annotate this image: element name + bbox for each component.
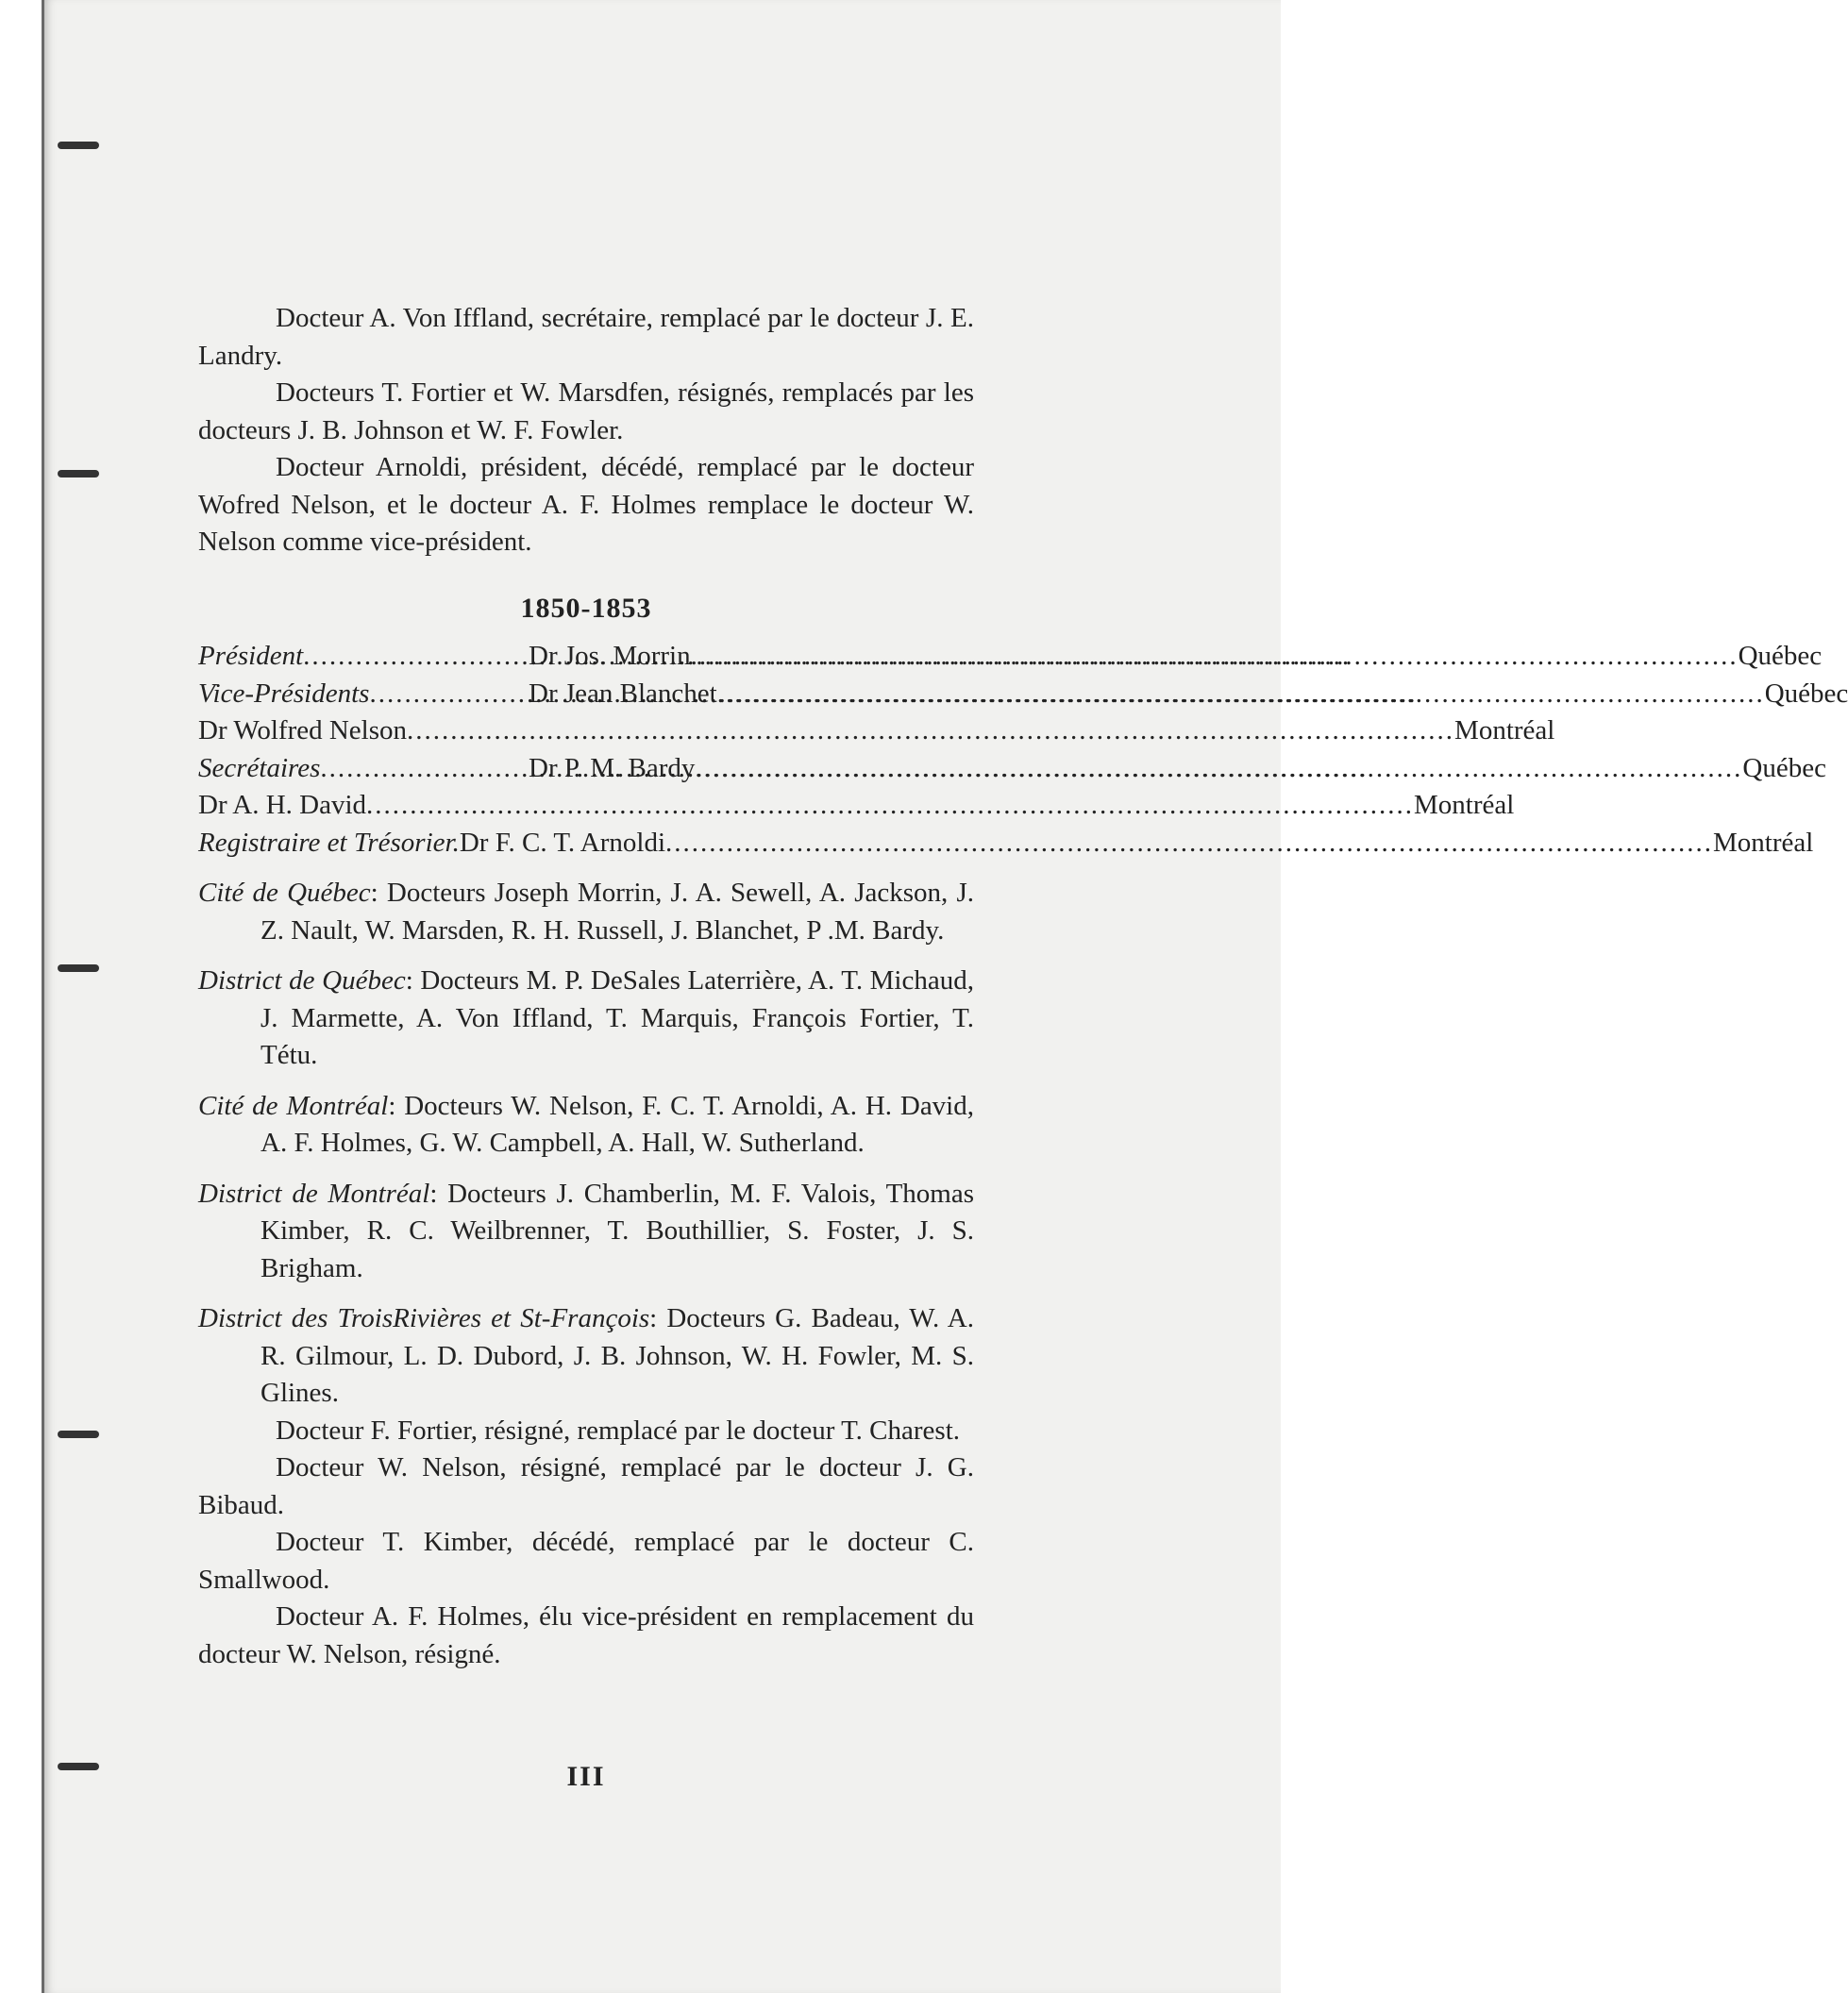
- officer-city: Québec: [1738, 641, 1823, 671]
- officer-name: Dr Jos. Morrin: [529, 641, 691, 671]
- officer-row: [198, 638, 1823, 676]
- region-entry: [198, 1088, 974, 1163]
- officer-row: [198, 787, 1515, 825]
- officers-list: [198, 638, 1848, 862]
- regions-list: [198, 875, 974, 1413]
- binding-mark: [58, 470, 99, 477]
- region-label: Cité de Québec: [198, 878, 371, 908]
- officer-city: Québec: [1742, 752, 1826, 783]
- officer-city: Québec: [1764, 678, 1848, 709]
- officer-row: [198, 825, 1814, 863]
- paragraph: Docteurs T. Fortier et W. Marsdfen, résignés, remplacés par les docteurs J. B. Johnson et W. F. Fowler.: [198, 377, 974, 445]
- binding-mark: [58, 142, 99, 149]
- paragraph: Docteur T. Kimber, décédé, remplacé par le docteur C. Smallwood.: [198, 1527, 974, 1595]
- paragraph: Docteur F. Fortier, résigné, remplacé par le docteur T. Charest.: [276, 1415, 961, 1446]
- region-members: : Docteurs G. Badeau, W. A. R. Gilmour, L. D. Dubord, J. B. Johnson, W. H. Fowler, M. S. Glines.: [260, 1303, 974, 1408]
- region-members: : Docteurs M. P. DeSales Laterrière, A. T. Michaud, J. Marmette, A. Von Iffland, T. Marquis, François Fortier, T. Tétu.: [260, 965, 974, 1070]
- text-column: [198, 300, 1848, 1673]
- region-label: Cité de Montréal: [198, 1090, 389, 1121]
- officer-role: Secrétaires: [198, 752, 321, 783]
- section-heading: 1850-1853: [520, 592, 652, 624]
- officer-row: [198, 712, 1555, 750]
- region-members: : Docteurs Joseph Morrin, J. A. Sewell, A. Jackson, J. Z. Nault, W. Marsden, R. H. Russell, J. Blanchet, P .M. Bardy.: [260, 878, 975, 946]
- paragraph: Docteur Arnoldi, président, décédé, remplacé par le docteur Wofred Nelson, et le docteur A. F. Holmes remplace le docteur W. Nelson comme vice-président.: [198, 452, 974, 557]
- region-entry: [198, 963, 974, 1075]
- officer-name: Dr P. M. Bardy: [529, 752, 696, 783]
- region-label: District de Montréal: [198, 1178, 430, 1209]
- paragraph: Docteur W. Nelson, résigné, remplacé par le docteur J. G. Bibaud.: [198, 1452, 974, 1520]
- paragraph: Docteur A. Von Iffland, secrétaire, remplacé par le docteur J. E. Landry.: [198, 303, 974, 371]
- region-entry: [198, 1300, 974, 1413]
- officer-row: [198, 750, 1826, 788]
- officer-name: Dr A. H. David: [198, 790, 367, 820]
- binding-mark: [58, 964, 99, 972]
- officer-name: Dr Jean Blanchet: [529, 678, 717, 709]
- officer-city: Montréal: [1414, 790, 1515, 820]
- region-members: : Docteurs J. Chamberlin, M. F. Valois, Thomas Kimber, R. C. Weilbrenner, T. Bouthillier, S. Foster, J. S. Brigham.: [260, 1178, 974, 1283]
- binding-mark: [58, 1431, 99, 1438]
- notes: [198, 1413, 974, 1674]
- region-label: District de Québec: [198, 965, 406, 996]
- officer-role: Président: [198, 641, 304, 671]
- officer-role: Registraire et Trésorier.: [198, 827, 460, 858]
- region-label: District des TroisRivières et St-François: [198, 1303, 650, 1333]
- intro-paragraphs: [198, 300, 974, 561]
- region-entry: [198, 1176, 974, 1288]
- region-entry: [198, 875, 974, 949]
- page-number: III: [566, 1761, 606, 1792]
- officer-row: [198, 676, 1848, 713]
- binding-mark: [58, 1763, 99, 1770]
- officer-city: Montréal: [1713, 827, 1814, 858]
- officer-name: Dr Wolfred Nelson: [198, 715, 408, 745]
- paragraph: Docteur A. F. Holmes, élu vice-président en remplacement du docteur W. Nelson, résigné.: [198, 1601, 974, 1669]
- officer-city: Montréal: [1454, 715, 1555, 745]
- officer-role: Vice-Présidents: [198, 678, 370, 709]
- officer-name: Dr F. C. T. Arnoldi: [459, 827, 666, 858]
- region-members: : Docteurs W. Nelson, F. C. T. Arnoldi, A. H. David, A. F. Holmes, G. W. Campbell, A. Hall, W. Sutherland.: [260, 1090, 974, 1158]
